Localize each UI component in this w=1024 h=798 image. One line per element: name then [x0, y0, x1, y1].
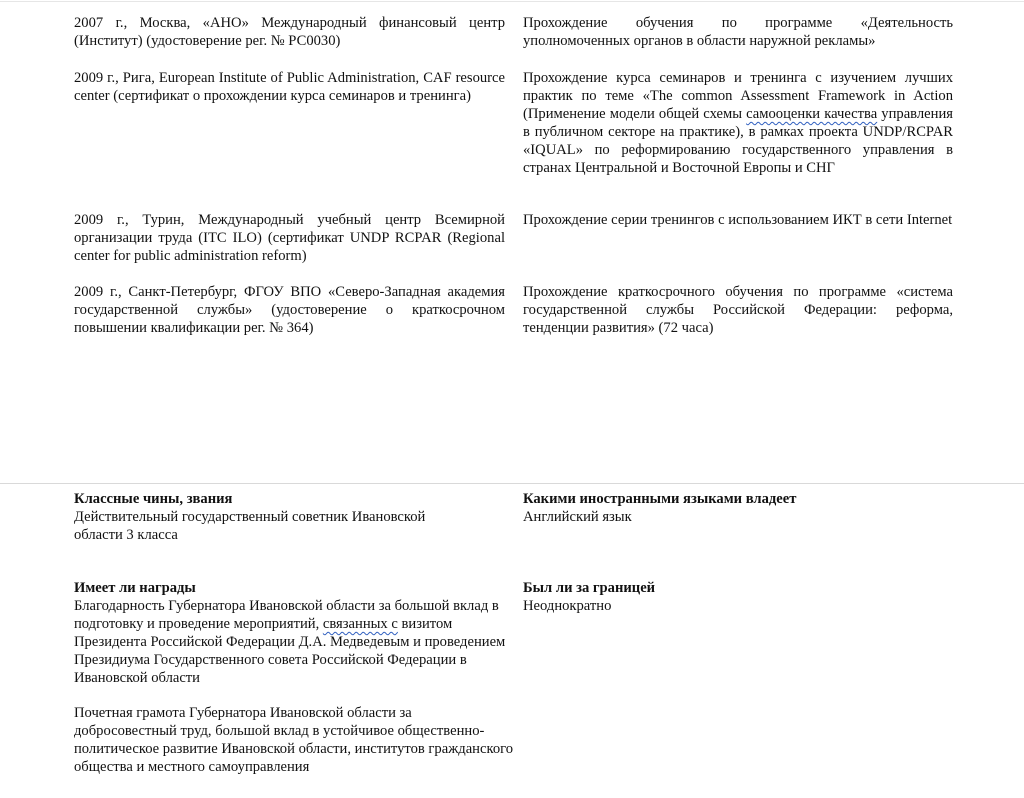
languages-text: Английский язык	[523, 509, 632, 525]
ranks-heading: Классные чины, звания	[74, 491, 233, 507]
spellcheck-marked-text[interactable]: связанных с	[322, 616, 398, 632]
award-item-1-text-start: Благодарность Губернатора Ивановской области за большой вклад в подготовку и проведение мероприятий,	[74, 598, 499, 632]
abroad-heading: Был ли за границей	[523, 580, 656, 596]
award-item-1-text-end: визитом Президента Российской Федерации Д.А. Медведевым и проведением Президиума Государственного совета Российской Федерации в Ивановской области	[74, 616, 506, 686]
spellcheck-marked-text[interactable]: самооценки качества	[746, 106, 878, 122]
awards-heading: Имеет ли награды	[74, 580, 196, 596]
ranks-section	[74, 490, 454, 544]
languages-section	[523, 490, 953, 526]
education-row-2-text-end: управления в публичном секторе на практике), в рамках проекта UNDP/RCPAR «IQUAL» по реформированию государственного управления в странах Центральной и Восточной Европы и СНГ	[523, 106, 953, 176]
languages-heading: Какими иностранными языками владеет	[523, 491, 797, 507]
abroad-text: Неоднократно	[523, 598, 612, 614]
education-row-2-place: 2009 г., Рига, European Institute of Public Administration, CAF resource center (сертификат о прохождении курса семинаров и тренинга)	[74, 70, 505, 104]
education-row-2-text-start: Прохождение курса семинаров и тренинга с изучением лучших практик по теме «The common Assessment Framework in Action (Применение модели общей схемы	[523, 70, 953, 122]
education-row-4-place: 2009 г., Санкт-Петербург, ФГОУ ВПО «Северо-Западная академия государственной службы» (удостоверение о краткосрочном повышении квалификации рег. № 364)	[74, 284, 505, 336]
education-row-4-program: Прохождение краткосрочного обучения по программе «система государственной службы Российской Федерации: реформа, тенденции развития» (72 часа)	[523, 284, 953, 336]
education-row-3-place: 2009 г., Турин, Международный учебный центр Всемирной организации труда (ITC ILO) (сертификат UNDP RCPAR (Regional center for public administration reform)	[74, 212, 505, 264]
awards-section	[74, 579, 514, 687]
page-break-divider	[0, 483, 1024, 484]
education-row-3-program: Прохождение серии тренингов с использованием ИКТ в сети Internet	[523, 212, 953, 228]
award-item-2: Почетная грамота Губернатора Ивановской области за добросовестный труд, большой вклад в устойчивое общественно-политическое развитие Ивановской области, институтов гражданского общества и местного самоуправления	[74, 705, 514, 775]
abroad-section	[523, 579, 953, 615]
education-row-1-program: Прохождение обучения по программе «Деятельность уполномоченных органов в области наружной рекламы»	[523, 15, 953, 49]
education-row-2-program	[523, 69, 953, 177]
ranks-text: Действительный государственный советник Ивановской области 3 класса	[74, 509, 426, 543]
education-row-1-place: 2007 г., Москва, «АНО» Международный финансовый центр (Институт) (удостоверение рег. № РС0030)	[74, 15, 505, 49]
top-rule	[0, 1, 1024, 2]
award-item-1	[74, 598, 505, 686]
